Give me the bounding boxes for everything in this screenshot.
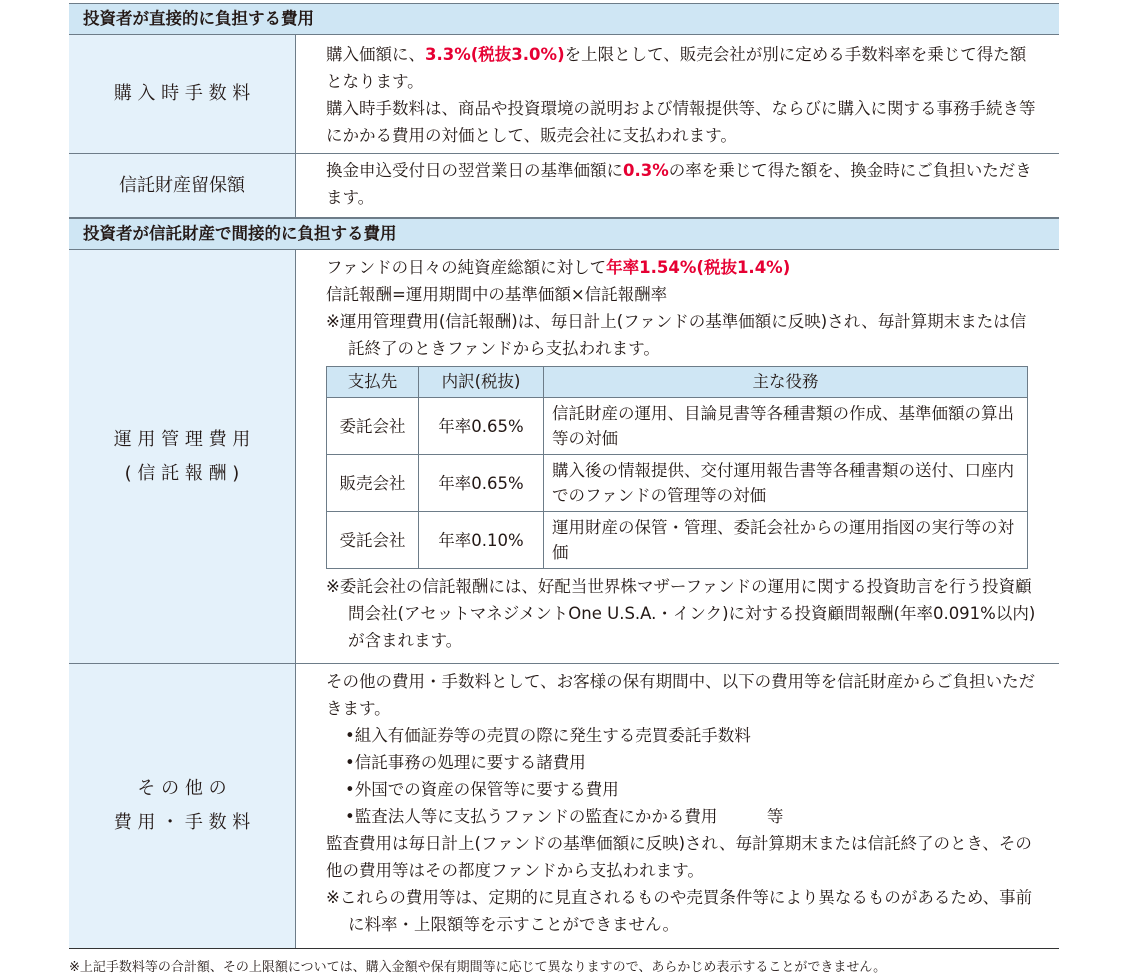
section-header-direct-costs: 投資者が直接的に負担する費用 <box>69 3 1059 35</box>
list-item: •組入有価証券等の売買の際に発生する売買委託手数料 <box>345 726 751 745</box>
purchase-fee-rate: 3.3%(税抜3.0%) <box>425 45 565 64</box>
mgmt-fee-line3: ※運用管理費用(信託報酬)は、毎日計上(ファンドの基準価額に反映)され、毎計算期末または信託終了のときファンドから支払われます。 <box>326 312 1027 358</box>
role-cell: 運用財産の保管・管理、委託会社からの運用指図の実行等の対価 <box>544 512 1028 569</box>
retention-label-cell <box>69 154 296 217</box>
col-header-rate: 内訳(税抜) <box>419 367 544 398</box>
footnote: ※上記手数料等の合計額、その上限額については、購入金額や保有期間等に応じて異なりますので、あらかじめ表示することができません。 <box>69 960 887 975</box>
retention-body <box>296 154 1059 217</box>
other-fees-row <box>69 664 1059 949</box>
table-header-row <box>327 367 1028 398</box>
other-fees-label-2: 費 用 ・ 手 数 料 <box>113 812 251 833</box>
mgmt-fee-label-cell <box>69 250 296 663</box>
table-row <box>327 398 1028 455</box>
payee-cell: 受託会社 <box>327 512 419 569</box>
payee-cell: 販売会社 <box>327 455 419 512</box>
rate-cell: 年率0.65% <box>419 398 544 455</box>
rate-cell: 年率0.65% <box>419 455 544 512</box>
text: 換金申込受付日の翌営業日の基準価額に <box>326 161 623 180</box>
other-fees-body <box>296 664 1059 948</box>
purchase-fee-label-cell <box>69 35 296 153</box>
mgmt-fee-label-2: ( 信 託 報 酬 ) <box>124 462 240 484</box>
section-header-indirect-costs: 投資者が信託財産で間接的に負担する費用 <box>69 218 1059 250</box>
purchase-fee-line2: 購入時手数料は、商品や投資環境の説明および情報提供等、ならびに購入に関する事務手続き等にかかる費用の対価として、販売会社に支払われます。 <box>326 99 1036 145</box>
mgmt-fee-note: ※委託会社の信託報酬には、好配当世界株マザーファンドの運用に関する投資助言を行う投資顧問会社(アセットマネジメントOne U.S.A.・インク)に対する投資顧問報酬(年率0.091%以内)が含まれます。 <box>326 577 1036 650</box>
text: の率を乗じて得た額を、換金時にご負担いただきます。 <box>326 161 1032 207</box>
mgmt-fee-line2: 信託報酬=運用期間中の基準価額×信託報酬率 <box>326 285 668 304</box>
retention-text <box>326 157 1039 211</box>
role-cell: 購入後の情報提供、交付運用報告書等各種書類の送付、口座内でのファンドの管理等の対価 <box>544 455 1028 512</box>
text: ファンドの日々の純資産総額に対して <box>326 258 607 277</box>
col-header-role: 主な役務 <box>544 367 1028 398</box>
fee-table <box>69 3 1059 949</box>
purchase-fee-row <box>69 35 1059 154</box>
col-header-payee: 支払先 <box>327 367 419 398</box>
purchase-fee-body <box>296 35 1059 153</box>
list-item: •監査法人等に支払うファンドの監査にかかる費用 等 <box>345 807 784 826</box>
mgmt-fee-row <box>69 250 1059 664</box>
table-row <box>327 455 1028 512</box>
mgmt-fee-rate: 年率1.54%(税抜1.4%) <box>606 258 791 277</box>
payee-cell: 委託会社 <box>327 398 419 455</box>
text: 購入価額に、 <box>326 45 425 64</box>
text: を上限として、販売会社が別に定める手数料率を乗じて得た額となります。 <box>326 45 1027 91</box>
other-fees-intro: その他の費用・手数料として、お客様の保有期間中、以下の費用等を信託財産からご負担いただきます。 <box>326 672 1036 718</box>
mgmt-fee-label-1: 運 用 管 理 費 用 <box>113 428 251 450</box>
list-item: •外国での資産の保管等に要する費用 <box>345 780 619 799</box>
retention-rate: 0.3% <box>623 161 669 180</box>
role-cell: 信託財産の運用、目論見書等各種書類の作成、基準価額の算出等の対価 <box>544 398 1028 455</box>
mgmt-fee-body <box>296 250 1059 663</box>
list-item: •信託事務の処理に要する諸費用 <box>345 753 586 772</box>
table-row <box>327 512 1028 569</box>
rate-cell: 年率0.10% <box>419 512 544 569</box>
retention-label: 信託財産留保額 <box>119 174 245 196</box>
other-fees-audit: 監査費用は毎日計上(ファンドの基準価額に反映)され、毎計算期末または信託終了のとき、その他の費用等はその都度ファンドから支払われます。 <box>326 834 1032 880</box>
purchase-fee-line1 <box>326 41 1039 95</box>
fee-breakdown-table <box>326 366 1028 569</box>
mgmt-fee-line1 <box>326 254 1039 281</box>
other-fees-label-1: そ の 他 の <box>137 778 227 799</box>
retention-row <box>69 154 1059 218</box>
other-fees-label-cell <box>69 664 296 948</box>
purchase-fee-label: 購 入 時 手 数 料 <box>113 83 251 104</box>
other-fees-note: ※これらの費用等は、定期的に見直されるものや売買条件等により異なるものがあるため、事前に料率・上限額等を示すことができません。 <box>326 888 1033 934</box>
